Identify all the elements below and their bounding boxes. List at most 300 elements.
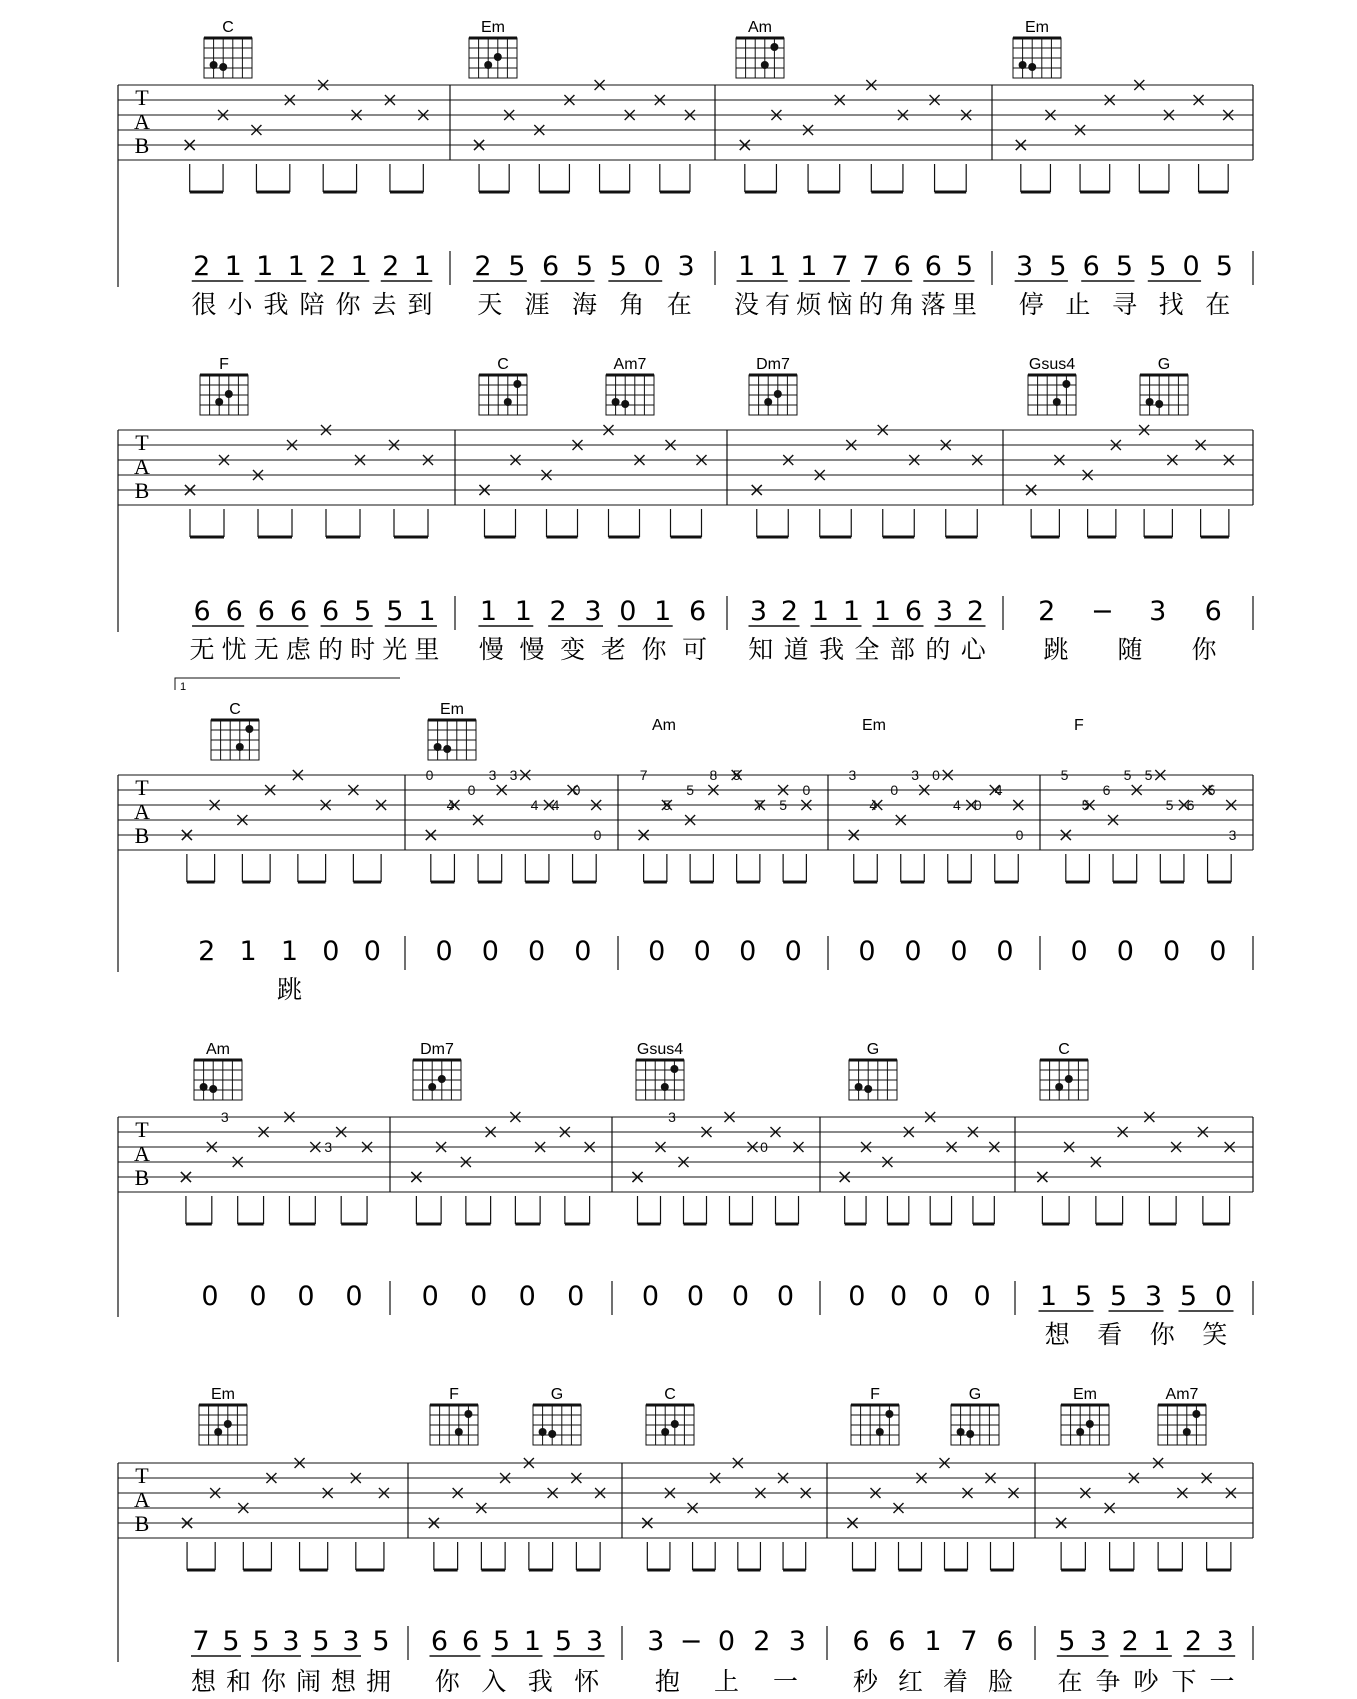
jianpu-note: 0 bbox=[950, 936, 968, 967]
jianpu-note: 0 bbox=[1209, 936, 1227, 967]
tab-fret-number: 5 bbox=[779, 797, 788, 813]
jianpu-note: 2 bbox=[193, 251, 211, 282]
lyric-character: 和 bbox=[225, 1667, 252, 1696]
lyric-character: 一 bbox=[772, 1667, 799, 1696]
finger-dot bbox=[1146, 398, 1154, 406]
jianpu-note: 6 bbox=[193, 596, 211, 627]
jianpu-note: 3 bbox=[677, 251, 695, 282]
lyric-character: 变 bbox=[560, 635, 586, 664]
finger-dot bbox=[513, 380, 521, 388]
volta-bracket bbox=[175, 678, 400, 690]
jianpu-note: 0 bbox=[249, 1281, 267, 1312]
jianpu-note: 5 bbox=[1149, 251, 1167, 282]
jianpu-note: 0 bbox=[848, 1281, 866, 1312]
jianpu-note: 6 bbox=[1082, 251, 1100, 282]
jianpu-note: 1 bbox=[239, 936, 257, 967]
jianpu-note: 0 bbox=[1116, 936, 1134, 967]
finger-dot bbox=[209, 1085, 217, 1093]
jianpu-note: 5 bbox=[492, 1626, 511, 1657]
finger-dot bbox=[1086, 1420, 1094, 1428]
jianpu-note: 1 bbox=[418, 596, 436, 627]
finger-dot bbox=[1062, 380, 1070, 388]
jianpu-note: 0 bbox=[518, 1281, 536, 1312]
lyric-character: 找 bbox=[1158, 290, 1184, 319]
jianpu-note: 5 bbox=[1109, 1281, 1128, 1312]
jianpu-note: 0 bbox=[421, 1281, 439, 1312]
jianpu-note: 6 bbox=[904, 596, 923, 627]
finger-dot bbox=[864, 1085, 872, 1093]
tab-fret-number: 3 bbox=[220, 1109, 229, 1125]
tab-fret-number: 3 bbox=[848, 767, 857, 783]
tab-clef-letter: B bbox=[134, 1511, 150, 1536]
lyric-character: 有 bbox=[765, 290, 791, 319]
finger-dot bbox=[1053, 398, 1061, 406]
lyric-character: 很 bbox=[191, 290, 217, 319]
lyric-character: 跳 bbox=[276, 975, 303, 1004]
jianpu-note: 0 bbox=[890, 1281, 908, 1312]
jianpu-note: 0 bbox=[931, 1281, 949, 1312]
chord-name: Dm7 bbox=[420, 1041, 454, 1058]
jianpu-note: 5 bbox=[252, 1626, 270, 1657]
lyric-character: 闹 bbox=[295, 1667, 322, 1696]
chord-name: G bbox=[550, 1386, 564, 1403]
finger-dot bbox=[876, 1428, 884, 1436]
jianpu-note: 0 bbox=[776, 1281, 795, 1312]
lyric-character: 在 bbox=[1057, 1667, 1083, 1696]
jianpu-note: 7 bbox=[960, 1626, 978, 1657]
jianpu-note: 1 bbox=[224, 251, 242, 282]
finger-dot bbox=[225, 390, 233, 398]
tab-fret-number: 5 bbox=[1144, 767, 1153, 783]
jianpu-note: 3 bbox=[749, 596, 768, 627]
tab-clef-letter: T bbox=[135, 1463, 149, 1488]
jianpu-note: 2 bbox=[966, 596, 985, 627]
chord-name: Em bbox=[440, 701, 464, 718]
jianpu-note: 3 bbox=[788, 1626, 806, 1657]
lyric-character: 拥 bbox=[365, 1667, 392, 1696]
jianpu-note: 0 bbox=[784, 936, 802, 967]
finger-dot bbox=[1065, 1075, 1073, 1083]
finger-dot bbox=[214, 1428, 222, 1436]
jianpu-note: 2 bbox=[1184, 1626, 1203, 1657]
lyric-character: 下 bbox=[1171, 1667, 1197, 1696]
chord-name: C bbox=[497, 356, 509, 373]
jianpu-note: 6 bbox=[852, 1626, 870, 1657]
chord-name: F bbox=[1074, 717, 1084, 734]
chord-name: Em bbox=[862, 717, 886, 734]
jianpu-note: 5 bbox=[575, 251, 594, 282]
jianpu-note: 1 bbox=[811, 596, 830, 627]
jianpu-note: 7 bbox=[192, 1626, 210, 1657]
jianpu-note: 6 bbox=[688, 596, 707, 627]
jianpu-note: 1 bbox=[1039, 1281, 1058, 1312]
jianpu-note: 0 bbox=[641, 1281, 660, 1312]
chord-name: Gsus4 bbox=[1028, 356, 1076, 373]
jianpu-note: 3 bbox=[584, 596, 602, 627]
lyric-character: 恼 bbox=[827, 290, 853, 319]
finger-dot bbox=[855, 1083, 863, 1091]
jianpu-note: 0 bbox=[1182, 251, 1200, 282]
finger-dot bbox=[539, 1428, 547, 1436]
tab-system-4 bbox=[118, 1041, 1253, 1349]
jianpu-note: 3 bbox=[935, 596, 954, 627]
tab-clef-letter: B bbox=[134, 478, 150, 503]
jianpu-note: 5 bbox=[354, 596, 372, 627]
lyric-character: 看 bbox=[1097, 1320, 1123, 1349]
lyric-character: 海 bbox=[571, 290, 598, 319]
tab-fret-number: 3 bbox=[488, 767, 497, 783]
lyric-character: 停 bbox=[1018, 290, 1044, 319]
jianpu-note: 1 bbox=[256, 251, 274, 282]
tab-clef-letter: B bbox=[134, 823, 150, 848]
jianpu-note: 3 bbox=[647, 1626, 665, 1657]
jianpu-note: 5 bbox=[386, 596, 404, 627]
tab-fret-number: 3 bbox=[509, 767, 518, 783]
jianpu-note: 5 bbox=[372, 1626, 390, 1657]
finger-dot bbox=[966, 1430, 974, 1438]
jianpu-note: 6 bbox=[257, 596, 275, 627]
jianpu-note: 6 bbox=[321, 596, 340, 627]
lyric-character: 角 bbox=[619, 290, 645, 319]
jianpu-note: 1 bbox=[737, 251, 756, 282]
jianpu-note: 6 bbox=[430, 1626, 449, 1657]
chord-name: Em bbox=[481, 19, 505, 36]
finger-dot bbox=[1155, 400, 1163, 408]
chord-name: C bbox=[222, 19, 234, 36]
lyric-character: 的 bbox=[318, 635, 344, 664]
lyric-character: 陪 bbox=[299, 290, 325, 319]
chord-name: Em bbox=[211, 1386, 235, 1403]
jianpu-note: 1 bbox=[654, 596, 672, 627]
jianpu-note: 0 bbox=[717, 1626, 736, 1657]
jianpu-note: 0 bbox=[858, 936, 876, 967]
finger-dot bbox=[1019, 61, 1027, 69]
jianpu-note: 3 bbox=[1089, 1626, 1108, 1657]
finger-dot bbox=[1192, 1410, 1200, 1418]
jianpu-note: 5 bbox=[508, 251, 526, 282]
volta-number: 1 bbox=[180, 681, 187, 693]
lyric-character: 光 bbox=[382, 635, 408, 664]
chord-name: G bbox=[1157, 356, 1171, 373]
chord-name: Em bbox=[1025, 19, 1049, 36]
jianpu-note: 0 bbox=[648, 936, 666, 967]
tab-fret-number: 4 bbox=[551, 797, 560, 813]
lyric-character: 想 bbox=[330, 1667, 357, 1696]
tab-fret-number: 5 bbox=[686, 782, 695, 798]
jianpu-note: 0 bbox=[297, 1281, 315, 1312]
finger-dot bbox=[957, 1428, 965, 1436]
chord-name: F bbox=[219, 356, 229, 373]
jianpu-note: 5 bbox=[1179, 1281, 1198, 1312]
jianpu-note: 0 bbox=[567, 1281, 585, 1312]
finger-dot bbox=[504, 398, 512, 406]
jianpu-note: 0 bbox=[435, 936, 453, 967]
lyric-character: 上 bbox=[713, 1667, 740, 1696]
jianpu-note: 5 bbox=[1115, 251, 1134, 282]
jianpu-note: 6 bbox=[289, 596, 308, 627]
tab-fret-number: 5 bbox=[1165, 797, 1174, 813]
finger-dot bbox=[1076, 1428, 1084, 1436]
tab-clef-letter: A bbox=[134, 454, 150, 479]
tab-fret-number: 6 bbox=[1186, 797, 1195, 813]
chord-name: Em bbox=[1073, 1386, 1097, 1403]
jianpu-note: 3 bbox=[1016, 251, 1034, 282]
jianpu-note: 5 bbox=[955, 251, 974, 282]
chord-name: C bbox=[229, 701, 241, 718]
tab-clef-letter: B bbox=[134, 1165, 150, 1190]
chord-name: Dm7 bbox=[756, 356, 790, 373]
tab-fret-number: 3 bbox=[911, 767, 920, 783]
jianpu-note: 3 bbox=[1149, 596, 1167, 627]
lyric-character: 里 bbox=[951, 290, 977, 319]
jianpu-note: 6 bbox=[888, 1626, 906, 1657]
lyric-character: 忧 bbox=[221, 635, 247, 664]
tab-fret-number: 0 bbox=[572, 782, 581, 798]
tab-fret-number: 0 bbox=[890, 782, 899, 798]
lyric-character: 吵 bbox=[1133, 1667, 1159, 1696]
tab-fret-number: 4 bbox=[530, 797, 539, 813]
jianpu-note: 0 bbox=[739, 936, 757, 967]
jianpu-note: 0 bbox=[619, 596, 637, 627]
tab-fret-number: 5 bbox=[1081, 797, 1090, 813]
lyric-character: 天 bbox=[477, 290, 503, 319]
lyric-character: 一 bbox=[1209, 1667, 1235, 1696]
jianpu-note: 0 bbox=[322, 936, 340, 967]
lyric-character: 的 bbox=[925, 635, 951, 664]
lyric-character: 怀 bbox=[574, 1667, 600, 1696]
chord-name: C bbox=[664, 1386, 676, 1403]
lyric-character: 在 bbox=[1205, 290, 1231, 319]
lyric-character: 止 bbox=[1065, 290, 1091, 319]
chord-name: Am bbox=[748, 19, 772, 36]
chord-name: G bbox=[968, 1386, 982, 1403]
jianpu-note: 7 bbox=[831, 251, 849, 282]
jianpu-note: 1 bbox=[479, 596, 498, 627]
jianpu-note: 6 bbox=[893, 251, 911, 282]
lyric-character: 你 bbox=[434, 1667, 460, 1696]
finger-dot bbox=[661, 1083, 669, 1091]
lyric-character: 到 bbox=[407, 290, 433, 319]
jianpu-note: 0 bbox=[470, 1281, 488, 1312]
finger-dot bbox=[494, 53, 502, 61]
finger-dot bbox=[761, 61, 769, 69]
lyric-character: 涯 bbox=[524, 290, 550, 319]
jianpu-note: 5 bbox=[1058, 1626, 1076, 1657]
finger-dot bbox=[1028, 63, 1036, 71]
jianpu-note: 3 bbox=[1144, 1281, 1163, 1312]
jianpu-note: 2 bbox=[549, 596, 567, 627]
tab-fret-number: 0 bbox=[467, 782, 476, 798]
jianpu-note: 1 bbox=[1153, 1626, 1171, 1657]
lyric-character: 你 bbox=[641, 635, 667, 664]
tab-clef-letter: T bbox=[135, 775, 149, 800]
finger-dot bbox=[548, 1430, 556, 1438]
jianpu-note: 1 bbox=[413, 251, 431, 282]
jianpu-note: 0 bbox=[363, 936, 381, 967]
tab-fret-number: 3 bbox=[1228, 827, 1237, 843]
tab-fret-number: 4 bbox=[952, 797, 961, 813]
tab-clef-letter: A bbox=[134, 1141, 150, 1166]
jianpu-note: 0 bbox=[686, 1281, 705, 1312]
tab-fret-number: 6 bbox=[1102, 782, 1111, 798]
jianpu-note: 7 bbox=[862, 251, 880, 282]
jianpu-note: 2 bbox=[780, 596, 799, 627]
jianpu-note: 1 bbox=[924, 1626, 942, 1657]
lyric-character: 慢 bbox=[519, 635, 545, 664]
tab-fret-number: 7 bbox=[639, 767, 648, 783]
lyric-character: 想 bbox=[1044, 1320, 1070, 1349]
tab-fret-number: 5 bbox=[1207, 782, 1216, 798]
finger-dot bbox=[885, 1410, 893, 1418]
jianpu-note: 3 bbox=[342, 1626, 360, 1657]
lyric-character: 我 bbox=[819, 635, 845, 664]
jianpu-note: 0 bbox=[731, 1281, 750, 1312]
jianpu-note: 3 bbox=[1216, 1626, 1234, 1657]
jianpu-note: 1 bbox=[842, 596, 861, 627]
jianpu-note: 1 bbox=[800, 251, 818, 282]
jianpu-note: 6 bbox=[542, 251, 560, 282]
tab-fret-number: 5 bbox=[662, 797, 671, 813]
finger-dot bbox=[670, 1065, 678, 1073]
chord-name: G bbox=[866, 1041, 880, 1058]
jianpu-note: 3 bbox=[282, 1626, 300, 1657]
tab-system-5 bbox=[118, 1386, 1253, 1696]
jianpu-note: 1 bbox=[523, 1626, 542, 1657]
jianpu-note: 1 bbox=[287, 251, 305, 282]
lyric-character: 时 bbox=[350, 635, 376, 664]
tab-clef-letter: T bbox=[135, 85, 149, 110]
lyric-character: 你 bbox=[335, 290, 361, 319]
finger-dot bbox=[770, 43, 778, 51]
jianpu-note: 2 bbox=[1121, 1626, 1139, 1657]
tab-clef-letter: B bbox=[134, 133, 150, 158]
jianpu-note: 5 bbox=[1049, 251, 1067, 282]
lyric-character: 寻 bbox=[1111, 290, 1138, 319]
jianpu-note: 0 bbox=[345, 1281, 363, 1312]
lyric-character: 你 bbox=[260, 1667, 287, 1696]
finger-dot bbox=[434, 743, 442, 751]
jianpu-note: 0 bbox=[201, 1281, 219, 1312]
jianpu-note: 3 bbox=[585, 1626, 604, 1657]
tab-clef-letter: T bbox=[135, 1117, 149, 1142]
jianpu-note: 6 bbox=[225, 596, 243, 627]
tab-fret-number: 5 bbox=[732, 767, 741, 783]
lyric-character: 笑 bbox=[1202, 1320, 1228, 1349]
lyric-character: 想 bbox=[190, 1667, 217, 1696]
tab-system-1 bbox=[118, 19, 1253, 319]
jianpu-note: 1 bbox=[873, 596, 892, 627]
lyric-character: 虑 bbox=[285, 635, 311, 664]
lyric-character: 你 bbox=[1191, 635, 1217, 664]
finger-dot bbox=[210, 61, 218, 69]
chord-name: Am bbox=[206, 1041, 230, 1058]
chord-name: C bbox=[1058, 1041, 1070, 1058]
lyric-character: 我 bbox=[263, 290, 289, 319]
finger-dot bbox=[215, 398, 223, 406]
lyric-character: 慢 bbox=[478, 635, 504, 664]
lyric-character: 随 bbox=[1117, 635, 1143, 664]
lyric-character: 无 bbox=[253, 635, 279, 664]
tab-system-3 bbox=[118, 678, 1253, 1004]
lyric-character: 落 bbox=[920, 290, 946, 319]
finger-dot bbox=[438, 1075, 446, 1083]
tab-fret-number: 5 bbox=[1123, 767, 1132, 783]
tab-fret-number: 0 bbox=[973, 797, 982, 813]
lyric-character: 在 bbox=[666, 290, 692, 319]
jianpu-note: 5 bbox=[1215, 251, 1233, 282]
jianpu-note: 5 bbox=[312, 1626, 330, 1657]
chord-name: F bbox=[870, 1386, 880, 1403]
tab-fret-number: 0 bbox=[932, 767, 940, 783]
finger-dot bbox=[774, 390, 782, 398]
jianpu-note: 0 bbox=[1214, 1281, 1233, 1312]
jianpu-note: 6 bbox=[996, 1626, 1014, 1657]
jianpu-note: 2 bbox=[474, 251, 492, 282]
lyric-character: 里 bbox=[414, 635, 440, 664]
jianpu-note: 6 bbox=[461, 1626, 480, 1657]
jianpu-note: − bbox=[679, 1626, 703, 1657]
tab-clef-letter: A bbox=[134, 1487, 150, 1512]
finger-dot bbox=[612, 398, 620, 406]
tab-fret-number: 0 bbox=[425, 767, 434, 783]
finger-dot bbox=[245, 725, 253, 733]
jianpu-note: 1 bbox=[350, 251, 368, 282]
finger-dot bbox=[224, 1420, 232, 1428]
jianpu-note: 0 bbox=[1163, 936, 1181, 967]
finger-dot bbox=[428, 1083, 436, 1091]
jianpu-note: 1 bbox=[514, 596, 532, 627]
jianpu-note: 1 bbox=[280, 936, 299, 967]
jianpu-note: 5 bbox=[609, 251, 627, 282]
chord-name: Am7 bbox=[613, 356, 647, 373]
jianpu-note: 5 bbox=[1074, 1281, 1093, 1312]
lyric-character: 全 bbox=[854, 635, 880, 664]
jianpu-note: 0 bbox=[643, 251, 661, 282]
jianpu-note: 2 bbox=[753, 1626, 771, 1657]
finger-dot bbox=[219, 63, 227, 71]
jianpu-note: 2 bbox=[198, 936, 216, 967]
lyric-character: 可 bbox=[682, 635, 708, 664]
finger-dot bbox=[671, 1420, 679, 1428]
tab-fret-number: 4 bbox=[446, 797, 455, 813]
lyric-character: 我 bbox=[527, 1667, 553, 1696]
tab-fret-number: 4 bbox=[869, 797, 878, 813]
tab-fret-number: 0 bbox=[1015, 827, 1024, 843]
lyric-character: 着 bbox=[942, 1667, 969, 1696]
lyric-character: 去 bbox=[371, 290, 397, 319]
jianpu-note: 6 bbox=[1204, 596, 1222, 627]
lyric-character: 脸 bbox=[987, 1667, 1014, 1696]
finger-dot bbox=[455, 1428, 463, 1436]
jianpu-note: 0 bbox=[693, 936, 711, 967]
jianpu-note: 0 bbox=[1070, 936, 1088, 967]
tab-clef-letter: T bbox=[135, 430, 149, 455]
finger-dot bbox=[1055, 1083, 1063, 1091]
lyric-character: 小 bbox=[227, 290, 253, 319]
finger-dot bbox=[1183, 1428, 1191, 1436]
tab-fret-number: 4 bbox=[994, 782, 1003, 798]
jianpu-note: 0 bbox=[904, 936, 922, 967]
finger-dot bbox=[236, 743, 244, 751]
jianpu-note: 1 bbox=[769, 251, 787, 282]
lyric-character: 角 bbox=[889, 290, 915, 319]
tab-fret-number: 0 bbox=[760, 1139, 768, 1155]
tab-fret-number: 5 bbox=[1060, 767, 1069, 783]
finger-dot bbox=[200, 1083, 208, 1091]
tab-fret-number: 7 bbox=[755, 797, 764, 813]
lyric-character: 老 bbox=[600, 635, 626, 664]
lyric-character: 入 bbox=[481, 1667, 507, 1696]
